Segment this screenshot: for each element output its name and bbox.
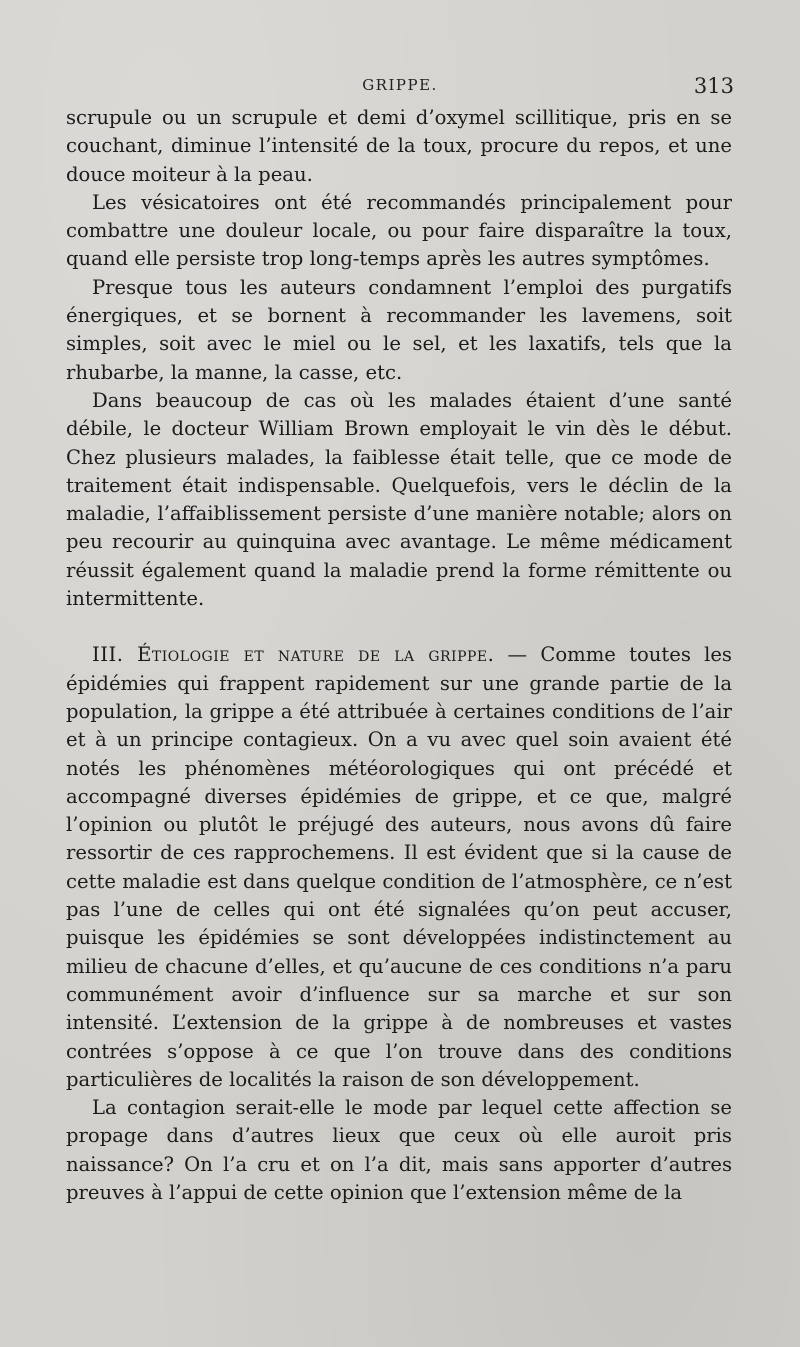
paragraph-purgatifs: Presque tous les auteurs condamnent l’emploi des purgatifs énergiques, et se bornent à recommander les lavemens, soit simples, soit avec le miel ou le sel, et les laxatifs, tels que la rhubarbe, la manne, la casse, etc. [66,275,732,384]
paragraph-contagion: La contagion serait-elle le mode par lequel cette affection se propage dans d’autres lieux que ceux où elle auroit pris naissance? On l’a cru et on l’a dit, mais sans apporter d’autres preuves à l’appui de cette opinion que l’extension même de la [66,1096,732,1204]
body-text [66,104,732,1207]
paragraph-vesicatoires: Les vésicatoires ont été recommandés principalement pour combattre une douleur locale, ou pour faire disparaître la toux, quand elle persiste trop long-temps après les autres symptômes. [66,190,732,271]
running-title: GRIPPE. [362,76,438,94]
running-head [0,74,800,100]
paragraph-continued: scrupule ou un scrupule et demi d’oxymel scillitique, pris en se couchant, diminue l’intensité de la toux, procure du repos, et une douce moiteur à la peau. [66,106,732,186]
paragraph-vin: Dans beaucoup de cas où les malades étaient d’une santé débile, le docteur William Brown employait le vin dès le début. Chez plusieurs malades, la faiblesse était telle, que ce mode de traitement était indispensable. Quelquefois, vers le déclin de la maladie, l’affaiblissement persiste d’une manière notable; alors on peu recourir au quinquina avec avantage. Le même médicament réussit également quand la maladie prend la forme rémittente ou intermittente. [66,388,732,611]
section-heading: III. Étiologie et nature de la grippe. [92,643,495,667]
page-number: 313 [693,74,734,98]
section-etiologie [66,641,732,1094]
section-text: — Comme toutes les épidémies qui frappent rapidement sur une grande partie de la population, la grippe a été attribuée à certaines conditions de l’air et à un principe contagieux. On a vu avec quel soin avaient été notés les phénomènes météorologiques qui ont précédé et accompagné diverses épidémies de grippe, et ce que, malgré l’opinion ou plutôt le préjugé des auteurs, nous avons dû faire ressortir de ces rapprochemens. Il est évident que si la cause de cette maladie est dans quelque condition de l’atmosphère, ce n’est pas l’une de celles qui ont été signalées qu’on peut accuser, puisque les épidémies se sont développées indistinctement au milieu de chacune d’elles, et qu’aucune de ces conditions n’a paru communément avoir d’influence sur sa marche et sur son intensité. L’extension de la grippe à de nombreuses et vastes contrées s’oppose à ce que l’on trouve dans des conditions particulières de localités la raison de son développement. [66,643,732,1091]
